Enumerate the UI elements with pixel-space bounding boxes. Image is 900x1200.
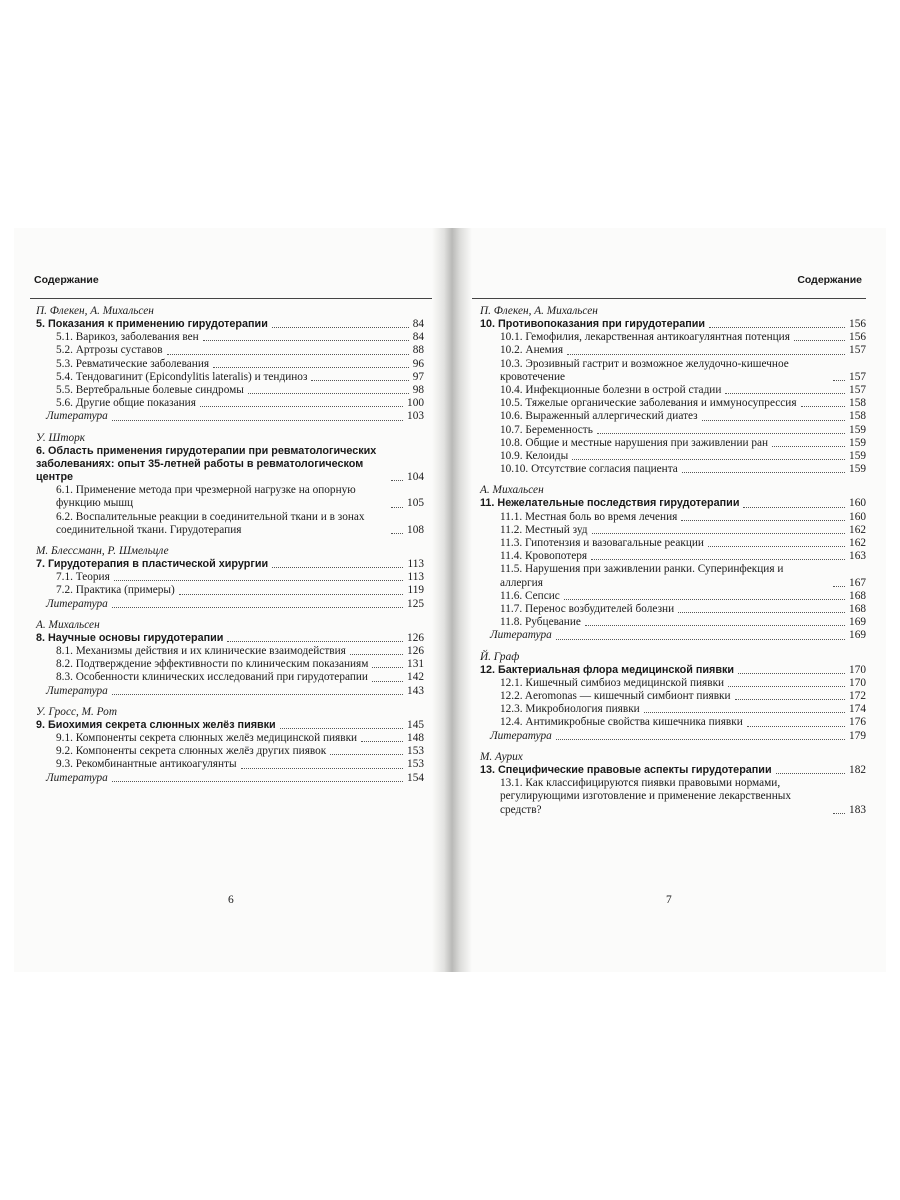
toc-entry-title: 11.5. Нарушения при заживлении ранки. Суперинфекция и аллергия [500, 563, 784, 589]
toc-entry-page: 172 [849, 690, 866, 703]
toc-entry [480, 603, 866, 616]
toc-entry [480, 410, 866, 423]
dot-leader [772, 446, 845, 447]
toc-entry [36, 758, 424, 771]
toc-entry-page: 148 [407, 732, 424, 745]
section-authors: У. Шторк [36, 431, 86, 444]
toc-right [480, 305, 866, 825]
dot-leader [728, 686, 845, 687]
toc-entry-page: 168 [849, 603, 866, 616]
toc-entry-title: 11.3. Гипотензия и вазовагальные реакции [500, 537, 704, 550]
dot-leader [272, 327, 409, 328]
chapter-entry-page: 160 [849, 497, 866, 510]
chapter-entry [36, 445, 424, 485]
toc-entry [480, 716, 866, 729]
chapter-entry-page: 170 [849, 663, 866, 676]
toc-entry [480, 331, 866, 344]
dot-leader [391, 507, 403, 508]
toc-entry-title: 11.2. Местный зуд [500, 523, 588, 536]
toc-entry-title: 13.1. Как классифицируются пиявки правовыми нормами, регулирующими изготовление и применение лекарственных средств? [500, 777, 791, 816]
toc-entry-page: 98 [412, 384, 424, 397]
toc-entry-title: 6.1. Применение метода при чрезмерной нагрузке на опорную функцию мышц [56, 484, 356, 510]
dot-leader [567, 354, 845, 355]
toc-entry [480, 550, 866, 563]
toc-entry-title: 5.2. Артрозы суставов [56, 344, 163, 357]
toc-entry [480, 777, 866, 817]
literature-entry [36, 772, 424, 785]
toc-entry-title: 9.1. Компоненты секрета слюнных желёз медицинской пиявки [56, 732, 358, 745]
dot-leader [592, 533, 845, 534]
chapter-entry [480, 764, 866, 777]
right-page [456, 228, 886, 972]
dot-leader [112, 694, 403, 695]
toc-entry-page: 126 [407, 645, 424, 658]
section-authors: А. Михальсен [480, 484, 544, 497]
toc-entry [480, 397, 866, 410]
toc-section [36, 545, 424, 611]
toc-entry [480, 450, 866, 463]
book-gutter [432, 228, 472, 972]
toc-entry-title: 7.2. Практика (примеры) [56, 584, 175, 597]
toc-entry-title: 6.2. Воспалительные реакции в соединительной ткани и в зонах соединительной ткани. Гирудотерапия [56, 510, 365, 536]
dot-leader [248, 393, 409, 394]
literature-entry-title: Литература [46, 771, 108, 784]
section-authors: А. Михальсен [36, 618, 100, 631]
dot-leader [709, 327, 845, 328]
toc-entry [480, 690, 866, 703]
toc-entry-page: 162 [849, 537, 866, 550]
toc-entry [480, 537, 866, 550]
toc-section [480, 751, 866, 817]
toc-entry [36, 358, 424, 371]
toc-entry-page: 142 [407, 671, 424, 684]
dot-leader [372, 667, 403, 668]
toc-entry [480, 384, 866, 397]
dot-leader [678, 612, 845, 613]
toc-entry [36, 371, 424, 384]
chapter-entry [480, 664, 866, 677]
dot-leader [597, 433, 845, 434]
toc-entry [36, 671, 424, 684]
dot-leader [682, 472, 845, 473]
literature-entry [480, 730, 866, 743]
dot-leader [200, 406, 403, 407]
chapter-entry-page: 145 [407, 718, 424, 731]
toc-entry-page: 88 [412, 344, 424, 357]
toc-section [480, 651, 866, 743]
toc-entry-page: 183 [849, 803, 866, 816]
toc-section [480, 305, 866, 476]
toc-entry-page: 176 [849, 716, 866, 729]
chapter-entry-page: 182 [849, 763, 866, 776]
toc-entry [36, 745, 424, 758]
toc-entry-title: 8.2. Подтверждение эффективности по клиническим показаниям [56, 658, 369, 671]
dot-leader [833, 380, 845, 381]
dot-leader [391, 480, 403, 481]
toc-entry [36, 331, 424, 344]
dot-leader [564, 599, 845, 600]
toc-entry [480, 437, 866, 450]
chapter-entry-title: 10. Противопоказания при гирудотерапии [480, 318, 705, 330]
toc-section [480, 484, 866, 642]
chapter-entry-page: 156 [849, 318, 866, 330]
dot-leader [572, 459, 845, 460]
chapter-entry-title: 12. Бактериальная флора медицинской пиявки [480, 663, 735, 676]
chapter-entry-page: 104 [407, 471, 424, 484]
toc-entry-page: 170 [849, 676, 866, 689]
toc-entry [36, 384, 424, 397]
toc-section [36, 706, 424, 785]
toc-entry-page: 159 [849, 450, 866, 463]
section-authors: М. Аурих [480, 750, 523, 763]
toc-entry [480, 590, 866, 603]
chapter-entry-title: 11. Нежелательные последствия гирудотерапии [480, 497, 740, 510]
toc-entry-title: 5.5. Вертебральные болевые синдромы [56, 384, 244, 397]
literature-entry-page: 179 [849, 729, 866, 742]
dot-leader [738, 673, 845, 674]
chapter-entry-title: 7. Гирудотерапия в пластической хирургии [36, 558, 269, 571]
chapter-entry-title: 9. Биохимия секрета слюнных желёз пиявки [36, 718, 276, 731]
toc-entry-title: 10.3. Эрозивный гастрит и возможное желудочно-кишечное кровотечение [500, 357, 789, 383]
dot-leader [794, 340, 845, 341]
chapter-entry-title: 8. Научные основы гирудотерапии [36, 631, 224, 644]
toc-entry-page: 119 [407, 584, 424, 597]
toc-entry [480, 563, 866, 589]
dot-leader [747, 726, 845, 727]
toc-entry [36, 658, 424, 671]
dot-leader [241, 768, 404, 769]
chapter-entry-page: 84 [412, 318, 424, 330]
toc-entry-page: 157 [849, 384, 866, 397]
toc-entry-page: 108 [407, 523, 424, 536]
dot-leader [681, 520, 845, 521]
toc-entry [36, 511, 424, 537]
dot-leader [644, 712, 845, 713]
toc-entry-page: 174 [849, 703, 866, 716]
dot-leader [735, 699, 845, 700]
literature-entry-page: 103 [407, 410, 424, 423]
book-spread [14, 228, 886, 972]
chapter-entry [36, 318, 424, 331]
toc-entry-page: 153 [407, 758, 424, 771]
toc-entry-title: 11.8. Рубцевание [500, 616, 581, 629]
literature-entry-page: 169 [849, 629, 866, 642]
toc-entry-page: 157 [849, 344, 866, 357]
toc-entry [480, 358, 866, 384]
literature-entry [36, 685, 424, 698]
literature-entry [36, 410, 424, 423]
dot-leader [167, 354, 409, 355]
chapter-entry-title: 13. Специфические правовые аспекты гирудотерапии [480, 763, 772, 776]
toc-entry-title: 11.6. Сепсис [500, 589, 560, 602]
toc-entry-page: 97 [412, 370, 424, 383]
toc-entry-title: 12.2. Aeromonas — кишечный симбионт пиявки [500, 690, 731, 703]
toc-entry-page: 159 [849, 463, 866, 476]
toc-entry [480, 703, 866, 716]
dot-leader [372, 681, 403, 682]
toc-entry-title: 9.2. Компоненты секрета слюнных желёз других пиявок [56, 745, 327, 758]
toc-entry [36, 397, 424, 410]
toc-entry [36, 645, 424, 658]
toc-entry-title: 9.3. Рекомбинантные антикоагулянты [56, 758, 237, 771]
toc-entry-title: 8.3. Особенности клинических исследований при гирудотерапии [56, 671, 368, 684]
section-authors: У. Гросс, М. Рот [36, 705, 117, 718]
dot-leader [556, 639, 845, 640]
toc-entry-page: 96 [412, 357, 424, 370]
dot-leader [311, 380, 408, 381]
toc-entry-title: 10.8. Общие и местные нарушения при заживлении ран [500, 436, 769, 449]
toc-entry [480, 677, 866, 690]
toc-entry-page: 160 [849, 510, 866, 523]
literature-entry-page: 143 [407, 684, 424, 697]
toc-entry-page: 159 [849, 436, 866, 449]
toc-entry [480, 463, 866, 476]
chapter-entry-page: 113 [407, 558, 424, 571]
toc-entry [36, 484, 424, 510]
dot-leader [330, 754, 403, 755]
dot-leader [280, 728, 403, 729]
page-number: 6 [228, 894, 234, 906]
toc-entry [480, 616, 866, 629]
toc-entry-title: 5.3. Ревматические заболевания [56, 357, 210, 370]
dot-leader [361, 741, 403, 742]
dot-leader [708, 546, 845, 547]
toc-entry-page: 168 [849, 589, 866, 602]
toc-entry-title: 5.1. Варикоз, заболевания вен [56, 331, 199, 344]
toc-entry-page: 113 [407, 571, 424, 584]
chapter-entry [36, 719, 424, 732]
toc-entry-page: 156 [849, 331, 866, 344]
toc-entry-title: 10.9. Келоиды [500, 450, 569, 463]
toc-entry-title: 8.1. Механизмы действия и их клинические взаимодействия [56, 645, 346, 658]
toc-entry-page: 169 [849, 616, 866, 629]
toc-entry [480, 424, 866, 437]
toc-entry-page: 157 [849, 370, 866, 383]
chapter-entry-page: 126 [407, 631, 424, 644]
dot-leader [725, 393, 845, 394]
toc-entry [36, 571, 424, 584]
toc-entry [480, 344, 866, 357]
dot-leader [801, 406, 846, 407]
literature-entry-title: Литература [46, 597, 108, 610]
toc-entry-title: 10.4. Инфекционные болезни в острой стадии [500, 384, 722, 397]
toc-entry-title: 10.1. Гемофилия, лекарственная антикоагулянтная потенция [500, 331, 790, 344]
toc-entry-page: 158 [849, 397, 866, 410]
toc-entry [36, 344, 424, 357]
dot-leader [776, 773, 845, 774]
dot-leader [591, 559, 845, 560]
header-rule [456, 298, 866, 299]
page-number: 7 [666, 894, 672, 906]
left-page [14, 228, 444, 972]
dot-leader [203, 340, 409, 341]
toc-section [36, 305, 424, 424]
literature-entry-title: Литература [490, 629, 552, 642]
toc-entry-page: 167 [849, 576, 866, 589]
toc-entry-page: 84 [412, 331, 424, 344]
dot-leader [702, 420, 845, 421]
toc-entry-title: 12.3. Микробиология пиявки [500, 703, 640, 716]
literature-entry-page: 154 [407, 771, 424, 784]
toc-entry-title: 10.6. Выраженный аллергический диатез [500, 410, 698, 423]
toc-entry-title: 10.10. Отсутствие согласия пациента [500, 463, 678, 476]
toc-entry-page: 105 [407, 497, 424, 510]
toc-section [36, 432, 424, 537]
dot-leader [179, 594, 404, 595]
chapter-entry [36, 558, 424, 571]
toc-section [36, 619, 424, 698]
toc-entry-page: 158 [849, 410, 866, 423]
chapter-entry-title: 5. Показания к применению гирудотерапии [36, 318, 268, 330]
toc-entry [36, 732, 424, 745]
literature-entry [480, 629, 866, 642]
dot-leader [112, 420, 403, 421]
dot-leader [112, 607, 403, 608]
section-authors: П. Флекен, А. Михальсен [36, 305, 154, 317]
toc-entry-page: 131 [407, 658, 424, 671]
toc-entry-title: 10.2. Анемия [500, 344, 564, 357]
toc-entry-title: 10.5. Тяжелые органические заболевания и иммуносупрессия [500, 397, 797, 410]
toc-entry-page: 153 [407, 745, 424, 758]
toc-entry-title: 10.7. Беременность [500, 423, 593, 436]
dot-leader [743, 507, 845, 508]
page-header: Содержание [797, 274, 862, 286]
toc-entry-page: 162 [849, 523, 866, 536]
toc-entry-title: 5.6. Другие общие показания [56, 397, 196, 410]
dot-leader [112, 781, 403, 782]
toc-entry [480, 511, 866, 524]
toc-entry-title: 11.4. Кровопотеря [500, 550, 588, 563]
toc-left [36, 305, 424, 793]
chapter-entry [36, 632, 424, 645]
dot-leader [114, 580, 404, 581]
literature-entry-page: 125 [407, 597, 424, 610]
dot-leader [391, 533, 403, 534]
literature-entry-title: Литература [490, 729, 552, 742]
toc-entry-title: 5.4. Тендовагинит (Epicondylitis lateralis) и тендиноз [56, 370, 308, 383]
toc-entry-page: 163 [849, 550, 866, 563]
dot-leader [556, 739, 845, 740]
section-authors: М. Блессманн, Р. Шмельцле [36, 545, 169, 558]
chapter-entry-title: 6. Область применения гирудотерапии при ревматологических заболеваниях: опыт 35-летней работы в ревматологическом центре [36, 444, 377, 484]
chapter-entry [480, 318, 866, 331]
dot-leader [585, 625, 845, 626]
dot-leader [272, 567, 403, 568]
toc-entry-page: 100 [407, 397, 424, 410]
dot-leader [350, 654, 403, 655]
literature-entry-title: Литература [46, 410, 108, 423]
toc-entry-title: 12.1. Кишечный симбиоз медицинской пиявки [500, 676, 725, 689]
section-authors: Й. Граф [480, 650, 520, 663]
literature-entry [36, 598, 424, 611]
page-header: Содержание [34, 274, 99, 286]
toc-entry-title: 11.7. Перенос возбудителей болезни [500, 603, 675, 616]
chapter-entry [480, 497, 866, 510]
toc-entry [36, 584, 424, 597]
dot-leader [833, 813, 845, 814]
toc-entry-title: 7.1. Теория [56, 571, 110, 584]
toc-entry [480, 524, 866, 537]
dot-leader [227, 641, 403, 642]
dot-leader [833, 586, 845, 587]
section-authors: П. Флекен, А. Михальсен [480, 305, 598, 317]
toc-entry-title: 11.1. Местная боль во время лечения [500, 510, 678, 523]
dot-leader [213, 367, 409, 368]
header-rule [30, 298, 444, 299]
literature-entry-title: Литература [46, 684, 108, 697]
toc-entry-title: 12.4. Антимикробные свойства кишечника пиявки [500, 716, 743, 729]
toc-entry-page: 159 [849, 423, 866, 436]
